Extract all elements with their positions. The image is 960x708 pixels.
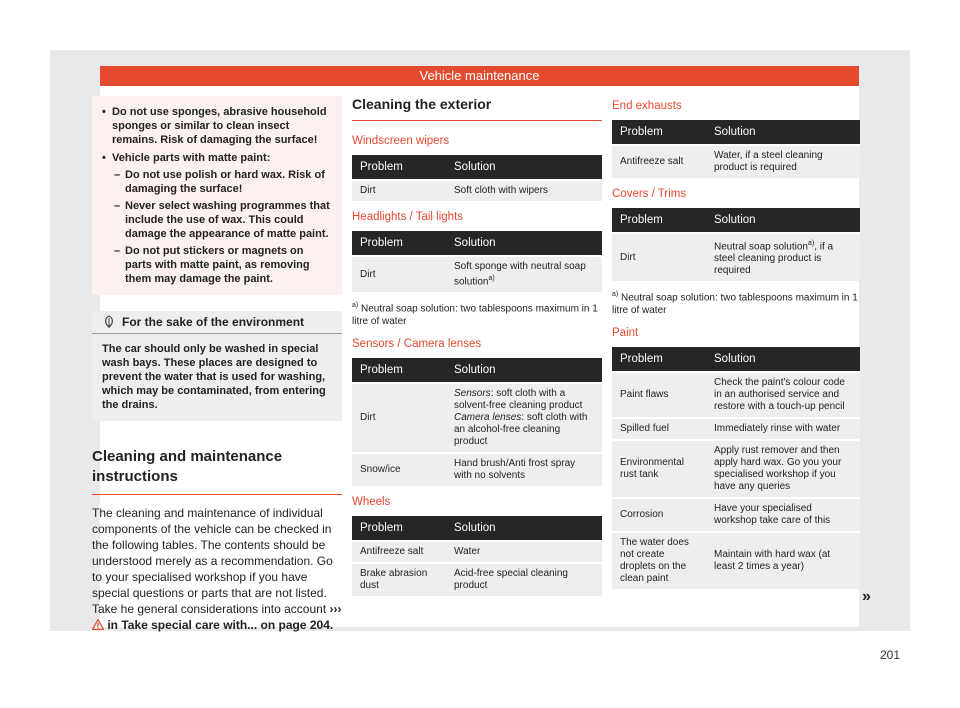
column-right [612, 96, 860, 589]
table-row: Spilled fuel Immediately rinse with water [612, 418, 860, 440]
reference-arrows: ››› [329, 602, 342, 616]
footnote: $^{a)}$ Neutral soap solution: two tablespoons maximum in 1 litre of water [352, 302, 598, 327]
column-middle [352, 96, 602, 596]
subsection-title-headlights: Headlights / Tail lights [352, 211, 464, 223]
column-header-solution: Solution [706, 120, 860, 145]
column-header-problem: Problem [352, 358, 446, 383]
warning-subitem: – Never select washing programmes that include the use of wax. This could damage the appearance of matte paint. [114, 200, 330, 240]
column-header-problem: Problem [612, 120, 706, 145]
table-row: Antifreeze salt Water, if a steel cleaning product is required [612, 145, 860, 178]
section-title-cleaning: Cleaning and maintenance instructions [92, 447, 342, 495]
subsection-title-wipers: Windscreen wipers [352, 135, 450, 147]
warning-item: • Do not use sponges, abrasive household sponges or similar to clean insect remains. Risk of damaging the surface! [102, 106, 327, 146]
footnote: $^{a)}$ Neutral soap solution: two tablespoons maximum in 1 litre of water [612, 291, 858, 316]
cross-reference-link[interactable]: in Take special care with... on page 204. [107, 618, 334, 632]
table-row: The water does not create droplets on the clean paint Maintain with hard wax (at least 2 times a year) [612, 532, 860, 589]
subsection-title-paint: Paint [612, 326, 639, 339]
table-row: Dirt Soft sponge with neutral soap solution$^{a)}$ [352, 256, 602, 292]
subsection-title-exhausts: End exhausts [612, 100, 682, 112]
column-left [92, 96, 342, 633]
table-row: Brake abrasion dust Acid-free special cleaning product [352, 563, 602, 596]
chapter-header: Vehicle maintenance [100, 66, 859, 86]
environment-title: For the sake of the environment [92, 311, 342, 334]
column-header-problem: Problem [352, 155, 446, 180]
footnote-marker: a) [612, 291, 619, 299]
column-header-solution: Solution [706, 347, 860, 372]
column-header-solution: Solution [446, 516, 602, 541]
table-row: Environmental rust tank Apply rust remover and then apply hard wax. Go you your specialised workshop if you have any queries [612, 440, 860, 498]
warning-subitem: – Do not use polish or hard wax. Risk of damaging the surface! [114, 169, 325, 195]
footnote-marker: a) [807, 240, 815, 247]
column-header-problem: Problem [612, 208, 706, 233]
continue-next-page-marker: » [862, 588, 871, 605]
column-header-problem: Problem [612, 347, 706, 372]
table-covers [612, 208, 860, 281]
column-header-solution: Solution [446, 358, 602, 383]
table-wipers [352, 155, 602, 201]
table-row: Antifreeze salt Water [352, 541, 602, 563]
column-header-problem: Problem [352, 231, 446, 256]
warning-subitem: – Do not put stickers or magnets on parts with matte paint, as removing them may damage the paint. [114, 245, 310, 285]
column-header-solution: Solution [446, 155, 602, 180]
section-title-exterior: Cleaning the exterior [352, 96, 602, 121]
table-row: Dirt Sensors: soft cloth with a solvent-free cleaning product Camera lenses: soft cloth with an alcohol-free cleaning product [352, 383, 602, 453]
column-header-problem: Problem [352, 516, 446, 541]
footnote-marker: a) [352, 302, 359, 310]
table-row: Corrosion Have your specialised workshop take care of this [612, 498, 860, 532]
footnote-marker: a) [488, 275, 495, 282]
column-header-solution: Solution [706, 208, 860, 233]
warning-triangle-icon [92, 619, 104, 630]
table-sensors [352, 358, 602, 486]
cleaning-intro-text: The cleaning and maintenance of individual components of the vehicle can be checked in the following tables. The contents should be understood merely as a recommendation. Go to your specialised workshop if you have special questions or parts that are not listed. Take he general considerations into account ››› in Take special care with... on page 204. [92, 506, 342, 632]
subsection-title-covers: Covers / Trims [612, 188, 687, 200]
table-exhausts [612, 120, 860, 178]
environment-box [92, 311, 342, 421]
table-row: Dirt Soft cloth with wipers [352, 180, 602, 201]
page-number: 201 [880, 648, 901, 662]
warning-box [92, 96, 342, 295]
table-row: Paint flaws Check the paint's colour code in an authorised service and restore with a touch-up pencil [612, 372, 860, 418]
table-wheels [352, 516, 602, 596]
table-row: Snow/ice Hand brush/Anti frost spray with no solvents [352, 453, 602, 486]
subsection-title-wheels: Wheels [352, 495, 391, 508]
table-paint [612, 347, 860, 589]
table-row: Dirt Neutral soap solution$^{a)}$, if a steel cleaning product is required [612, 233, 860, 281]
table-headlights [352, 231, 602, 292]
environment-leaf-icon [102, 315, 116, 329]
subsection-title-sensors: Sensors / Camera lenses [352, 337, 482, 350]
environment-text: The car should only be washed in special wash bays. These places are designed to prevent the water that is used for washing, which may be contaminated, from entering the drains. [102, 343, 326, 411]
warning-item: • Vehicle parts with matte paint: [102, 152, 271, 164]
column-header-solution: Solution [446, 231, 602, 256]
